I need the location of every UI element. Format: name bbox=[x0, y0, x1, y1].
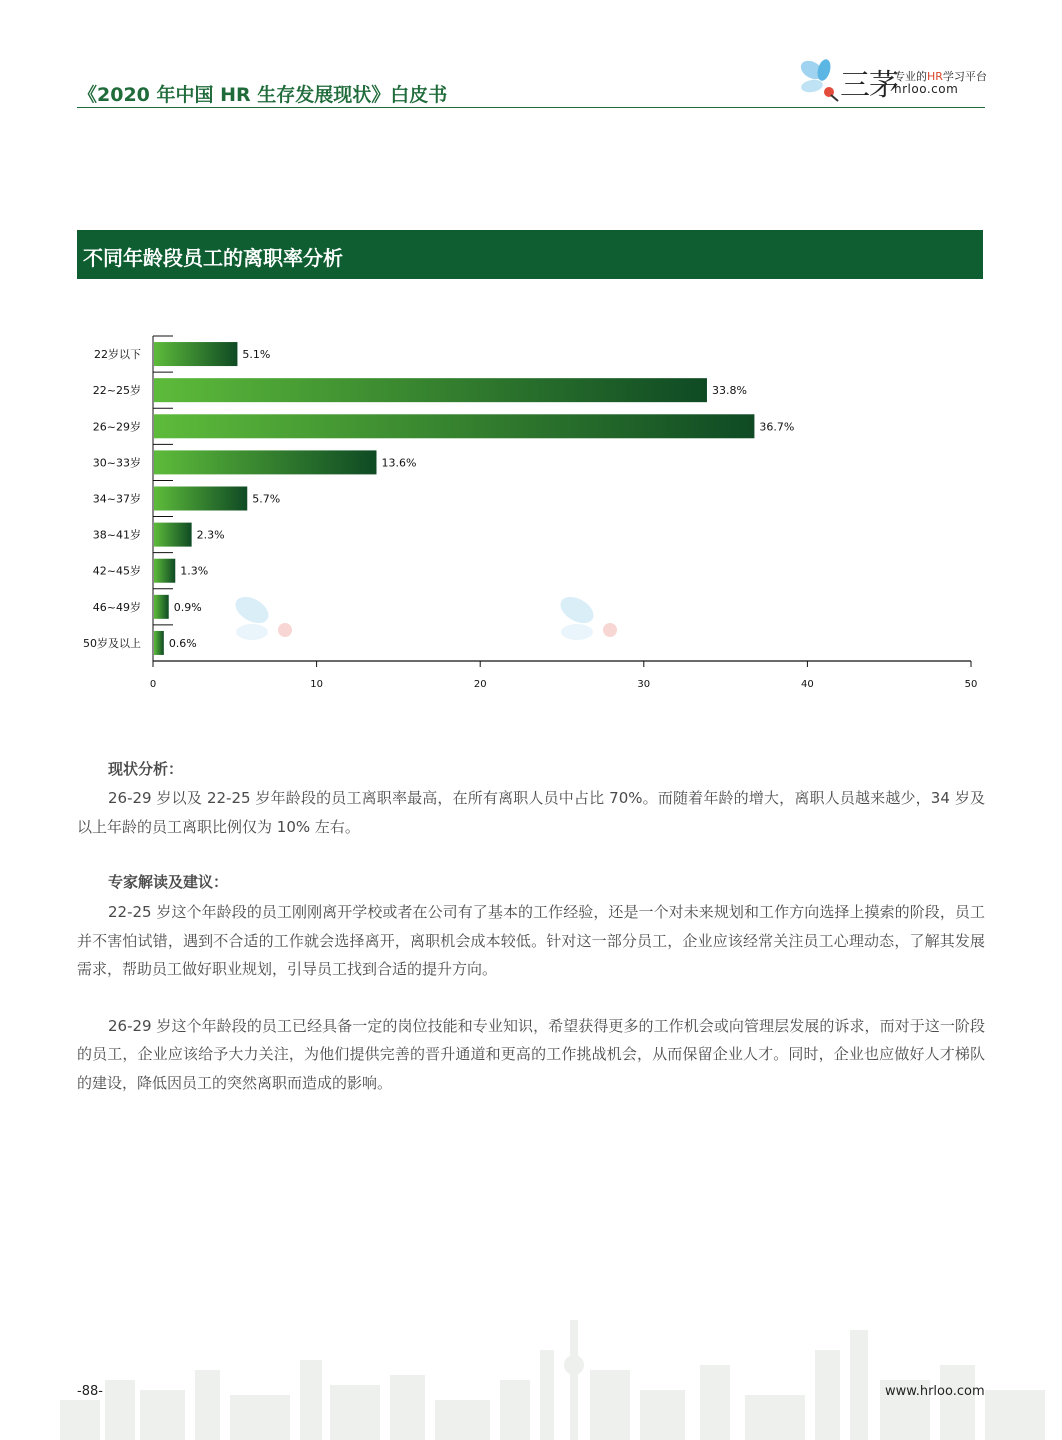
page-number: -88- bbox=[77, 1384, 103, 1399]
bar bbox=[154, 414, 754, 438]
footer-url: www.hrloo.com bbox=[885, 1384, 985, 1399]
x-tick-label: 50 bbox=[964, 679, 978, 690]
analysis-body bbox=[77, 784, 985, 841]
data-label: 33.8% bbox=[711, 384, 747, 398]
y-tick-label: 22~25岁 bbox=[92, 384, 141, 398]
data-label: 0.9% bbox=[173, 600, 202, 614]
x-tick-label: 40 bbox=[801, 679, 814, 690]
x-tick-label: 10 bbox=[310, 679, 323, 690]
data-label: 0.6% bbox=[168, 636, 197, 650]
data-label: 5.7% bbox=[252, 492, 281, 506]
data-label: 13.6% bbox=[381, 456, 417, 470]
advice-paragraph-1: 22-25 岁这个年龄段的员工刚刚离开学校或者在公司有了基本的工作经验，还是一个对未来规划和工作方向选择上摸索的阶段，员工并不害怕试错，遇到不合适的工作就会选择离开，离职机会成本较低。针对这一部分员工，企业应该经常关注员工心理动态，了解其发展需求，帮助员工做好职业规划，引导员工找到合适的提升方向。 bbox=[77, 903, 985, 978]
y-tick-label: 38~41岁 bbox=[92, 528, 141, 542]
y-tick-label: 42~45岁 bbox=[92, 564, 141, 578]
bar bbox=[154, 523, 192, 547]
analysis-heading: 现状分析： bbox=[108, 760, 184, 778]
data-label: 36.7% bbox=[759, 420, 795, 434]
y-tick-label: 34~37岁 bbox=[92, 492, 141, 506]
advice-body bbox=[77, 898, 985, 1097]
advice-paragraph-2: 26-29 岁这个年龄段的员工已经具备一定的岗位技能和专业知识，希望获得更多的工作机会或向管理层发展的诉求，而对于这一阶段的员工，企业应该给予大力关注，为他们提供完善的晋升通道和更高的工作挑战机会，从而保留企业人才。同时，企业也应做好人才梯队的建设，降低因员工的突然离职而造成的影响。 bbox=[77, 1016, 985, 1092]
y-tick-label: 22岁以下 bbox=[94, 348, 141, 362]
section-banner bbox=[77, 230, 983, 279]
logo-tagline-prefix: 专业的 bbox=[894, 70, 927, 83]
logo-tagline-hr: HR bbox=[927, 70, 943, 83]
section-title: 不同年龄段员工的离职率分析 bbox=[83, 246, 343, 270]
dragonfly-logo-icon bbox=[798, 58, 842, 102]
logo-brand: 三茅 bbox=[840, 68, 898, 103]
x-tick-label: 20 bbox=[473, 679, 487, 690]
y-tick-label: 46~49岁 bbox=[92, 600, 141, 614]
city-skyline-decoration bbox=[0, 1310, 1062, 1440]
bar bbox=[154, 559, 175, 583]
data-label: 5.1% bbox=[242, 348, 271, 362]
data-label: 2.3% bbox=[196, 528, 225, 542]
analysis-paragraph: 26-29 岁以及 22-25 岁年龄段的员工离职率最高，在所有离职人员中占比 70%。而随着年龄的增大，离职人员越来越少，34 岁及以上年龄的员工离职比例仅为 10% 左右。 bbox=[77, 789, 985, 836]
x-tick-label: 30 bbox=[637, 679, 651, 690]
hrloo-logo bbox=[798, 58, 988, 102]
y-tick-label: 30~33岁 bbox=[92, 456, 141, 470]
bar bbox=[154, 631, 164, 655]
bar bbox=[154, 378, 707, 402]
bar bbox=[154, 487, 247, 511]
bar bbox=[154, 450, 376, 474]
data-label: 1.3% bbox=[180, 564, 209, 578]
bar bbox=[154, 342, 237, 366]
header-divider bbox=[77, 107, 985, 108]
document-title: 《2020 年中国 HR 生存发展现状》白皮书 bbox=[78, 84, 448, 106]
age-turnover-bar-chart bbox=[0, 320, 1062, 700]
advice-heading: 专家解读及建议： bbox=[108, 873, 229, 891]
bar bbox=[154, 595, 169, 619]
x-tick-label: 0 bbox=[149, 679, 157, 690]
y-tick-label: 26~29岁 bbox=[92, 420, 141, 434]
logo-domain: hrloo.com bbox=[894, 82, 959, 96]
logo-tagline-suffix: 学习平台 bbox=[942, 70, 987, 83]
y-tick-label: 50岁及以上 bbox=[83, 636, 141, 650]
